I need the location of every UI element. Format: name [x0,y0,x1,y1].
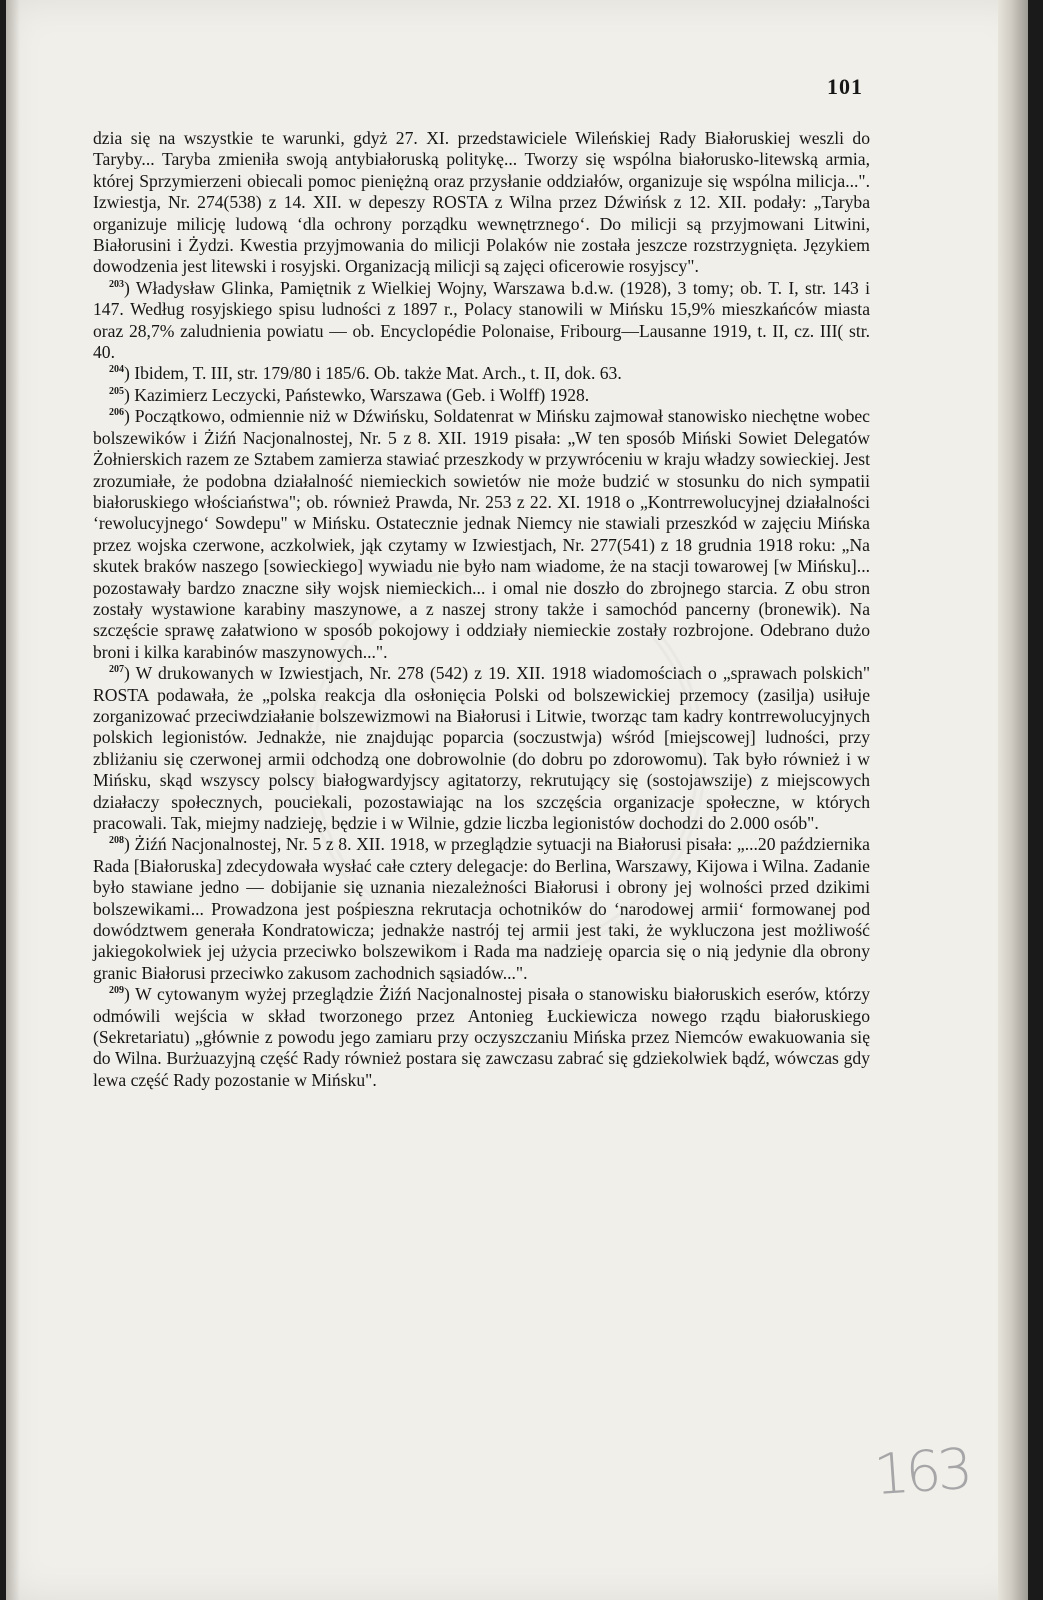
footnote-209 [93,984,870,1091]
footnote-number: 204 [109,364,124,376]
footnote-number: 207 [109,664,124,676]
handwritten-archive-number: 163 [871,1436,972,1509]
footnote-207 [93,663,870,834]
footnote-208 [93,834,870,984]
footnote-text: ) Władysław Glinka, Pamiętnik z Wielkiej Wojny, Warszawa b.d.w. (1928), 3 tomy; ob. T. I, str. 143 i 147. Według rosyjskiego spisu ludności z 1897 r., Polacy stanowili w Mińsku 15,9% mieszkańców miasta oraz 28,7% zaludnienia powiatu — ob. Encyclopédie Polonaise, Fribourg—Lausanne 1919, t. II, cz. III( str. 40. [93,277,870,363]
page-number: 101 [827,74,863,99]
footnote-text: ) Ibidem, T. III, str. 179/80 i 185/6. Ob. także Mat. Arch., t. II, dok. 63. [124,363,622,384]
footnote-number: 209 [109,985,124,997]
footnote-number: 208 [109,835,124,847]
scanned-page [6,0,1028,1600]
footnote-203 [93,278,870,364]
footnote-number: 205 [109,386,124,398]
footnote-text: ) Początkowo, odmiennie niż w Dźwińsku, Soldatenrat w Mińsku zajmował stanowisko niechętne wobec bolszewików i Żiźń Nacjonalnostej, Nr. 5 z 8. XII. 1919 pisała: „W ten sposób Miński Sowiet Delegatów Żołnierskich razem ze Sztabem zamierza stawiać przeszkody w przywróceniu w kraju władzy sowieckiej. Jest zrozumiałe, że podobna działalność niemieckich sowietów nie może budzić w stosunku do nich sympatii białoruskiego włościaństwa"; ob. również Prawda, Nr. 253 z 22. XI. 1918 o „Kontrrewolucyjnej działalności ‘rewolucyjnego‘ Sowdepu" w Mińsku. Ostatecznie jednak Niemcy nie stawiali przeszkód w zajęciu Mińska przez wojska czerwone, aczkolwiek, jąk czytamy w Izwiestjach, Nr. 277(541) z 18 grudnia 1918 roku: „Na skutek braków naszego [sowieckiego] wywiadu nie było nam wiadome, że na stacji towarowej [w Mińsku]... pozostawały bardzo znaczne siły wojsk niemieckich... i omal nie doszło do zbrojnego starcia. Z obu stron zostały wystawione karabiny maszynowe, a z naszej strony także i samochód pancerny (bronewik). Na szczęście sprawę załatwiono w sposób pokojowy i oddziały niemieckie zostały rozbrojone. Odebrano dużo broni i kilka karabinów maszynowych...". [93,406,870,662]
footnote-text: ) Kazimierz Leczycki, Państewko, Warszawa (Geb. i Wolff) 1928. [124,384,590,405]
footnote-205 [93,385,870,406]
book-binding [998,0,1028,1600]
footnote-number: 206 [109,407,124,419]
page-edge-shadow [6,0,20,1600]
page-body [93,128,870,1091]
footnote-text: ) Żiźń Nacjonalnostej, Nr. 5 z 8. XII. 1918, w przeglądzie sytuacji na Białorusi pisała: „...20 października Rada [Białoruska] zdecydowała wysłać całe cztery delegacje: do Berlina, Warszawy, Kijowa i Wilna. Zadanie było stawiane jedno — dobijanie się uznania niezależności Białorusi i obrony jej wolności przed dzikimi bolszewikami... Prowadzona jest pośpieszna rekrutacja ochotników do ‘narodowej armii‘ formowanej pod dowództwem generała Kondratowicza; jednakże nastrój tej armii jest taki, że wykluczona jest możliwość jakiegokolwiek jej użycia przeciwko bolszewikom i Rada ma nadzieję oparcia się o nią jedynie dla obrony granic Białorusi przeciwko zakusom zachodnich sąsiadów...". [93,834,870,983]
footnote-204 [93,363,870,384]
footnote-number: 203 [109,278,124,290]
footnote-text: ) W cytowanym wyżej przeglądzie Żiźń Nacjonalnostej pisała o stanowisku białoruskich eserów, którzy odmówili wejścia w skład tworzonego przez Antonieg Łuckiewicza nowego rządu białoruskiego (Sekretariatu) „głównie z powodu jego zamiaru przy oczyszczaniu Mińska przez Niemców ewakuowania się do Wilna. Burżuazyjną część Rady również postara się zawczasu zabrać się gdziekolwiek bądź, wówczas gdy lewa część Rady pozostanie w Mińsku". [93,984,870,1090]
continued-footnote-text: dzia się na wszystkie te warunki, gdyż 27. XI. przedstawiciele Wileńskiej Rady Białoruskiej weszli do Taryby... Taryba zmieniła swoją antybiałoruską politykę... Tworzy się wspólna białorusko-litewską armia, której Sprzymierzeni obiecali pomoc pieniężną oraz przysłanie oddziałów, organizuje się wspólna milicja...". Izwiestja, Nr. 274(538) z 14. XII. w depeszy ROSTA z Wilna przez Dźwińsk z 12. XII. podały: „Taryba organizuje milicję ludową ‘dla ochrony porządku wewnętrznego‘. Do milicji są przyjmowani Litwini, Białorusini i Żydzi. Kwestia przyjmowania do milicji Polaków nie została jeszcze rozstrzygnięta. Językiem dowodzenia jest litewski i rosyjski. Organizacją milicji są zajęci oficerowie rosyjscy". [93,128,870,277]
footnote-text: ) W drukowanych w Izwiestjach, Nr. 278 (542) z 19. XII. 1918 wiadomościach o „sprawach polskich" ROSTA podawała, że „polska reakcja dla osłonięcia Polski od bolszewickiej przemocy (zasilja) usiłuje zorganizować przeciwdziałanie bolszewizmowi na Białorusi i Litwie, tworząc tam kadry kontrrewolucyjnych polskich legionistów. Jednakże, nie znajdując poparcia (soczustwja) wśród [miejscowej] ludności, przy zbliżaniu się czerwonej armii odchodzą one dobrowolnie (do dobru po zdorowomu). Tak było również i w Mińsku, skąd wszyscy polscy białogwardyjscy agitatorzy, rekrutujący się (sostojawszije) z miejscowych działaczy społecznych, pouciekali, pozostawiając na los szczęścia organizacje społeczne, w których pracowali. Tak, miejmy nadzieję, będzie i w Wilnie, gdzie liczba legionistów dochodzi do 2.000 osób". [93,663,870,833]
footnote-206 [93,406,870,663]
